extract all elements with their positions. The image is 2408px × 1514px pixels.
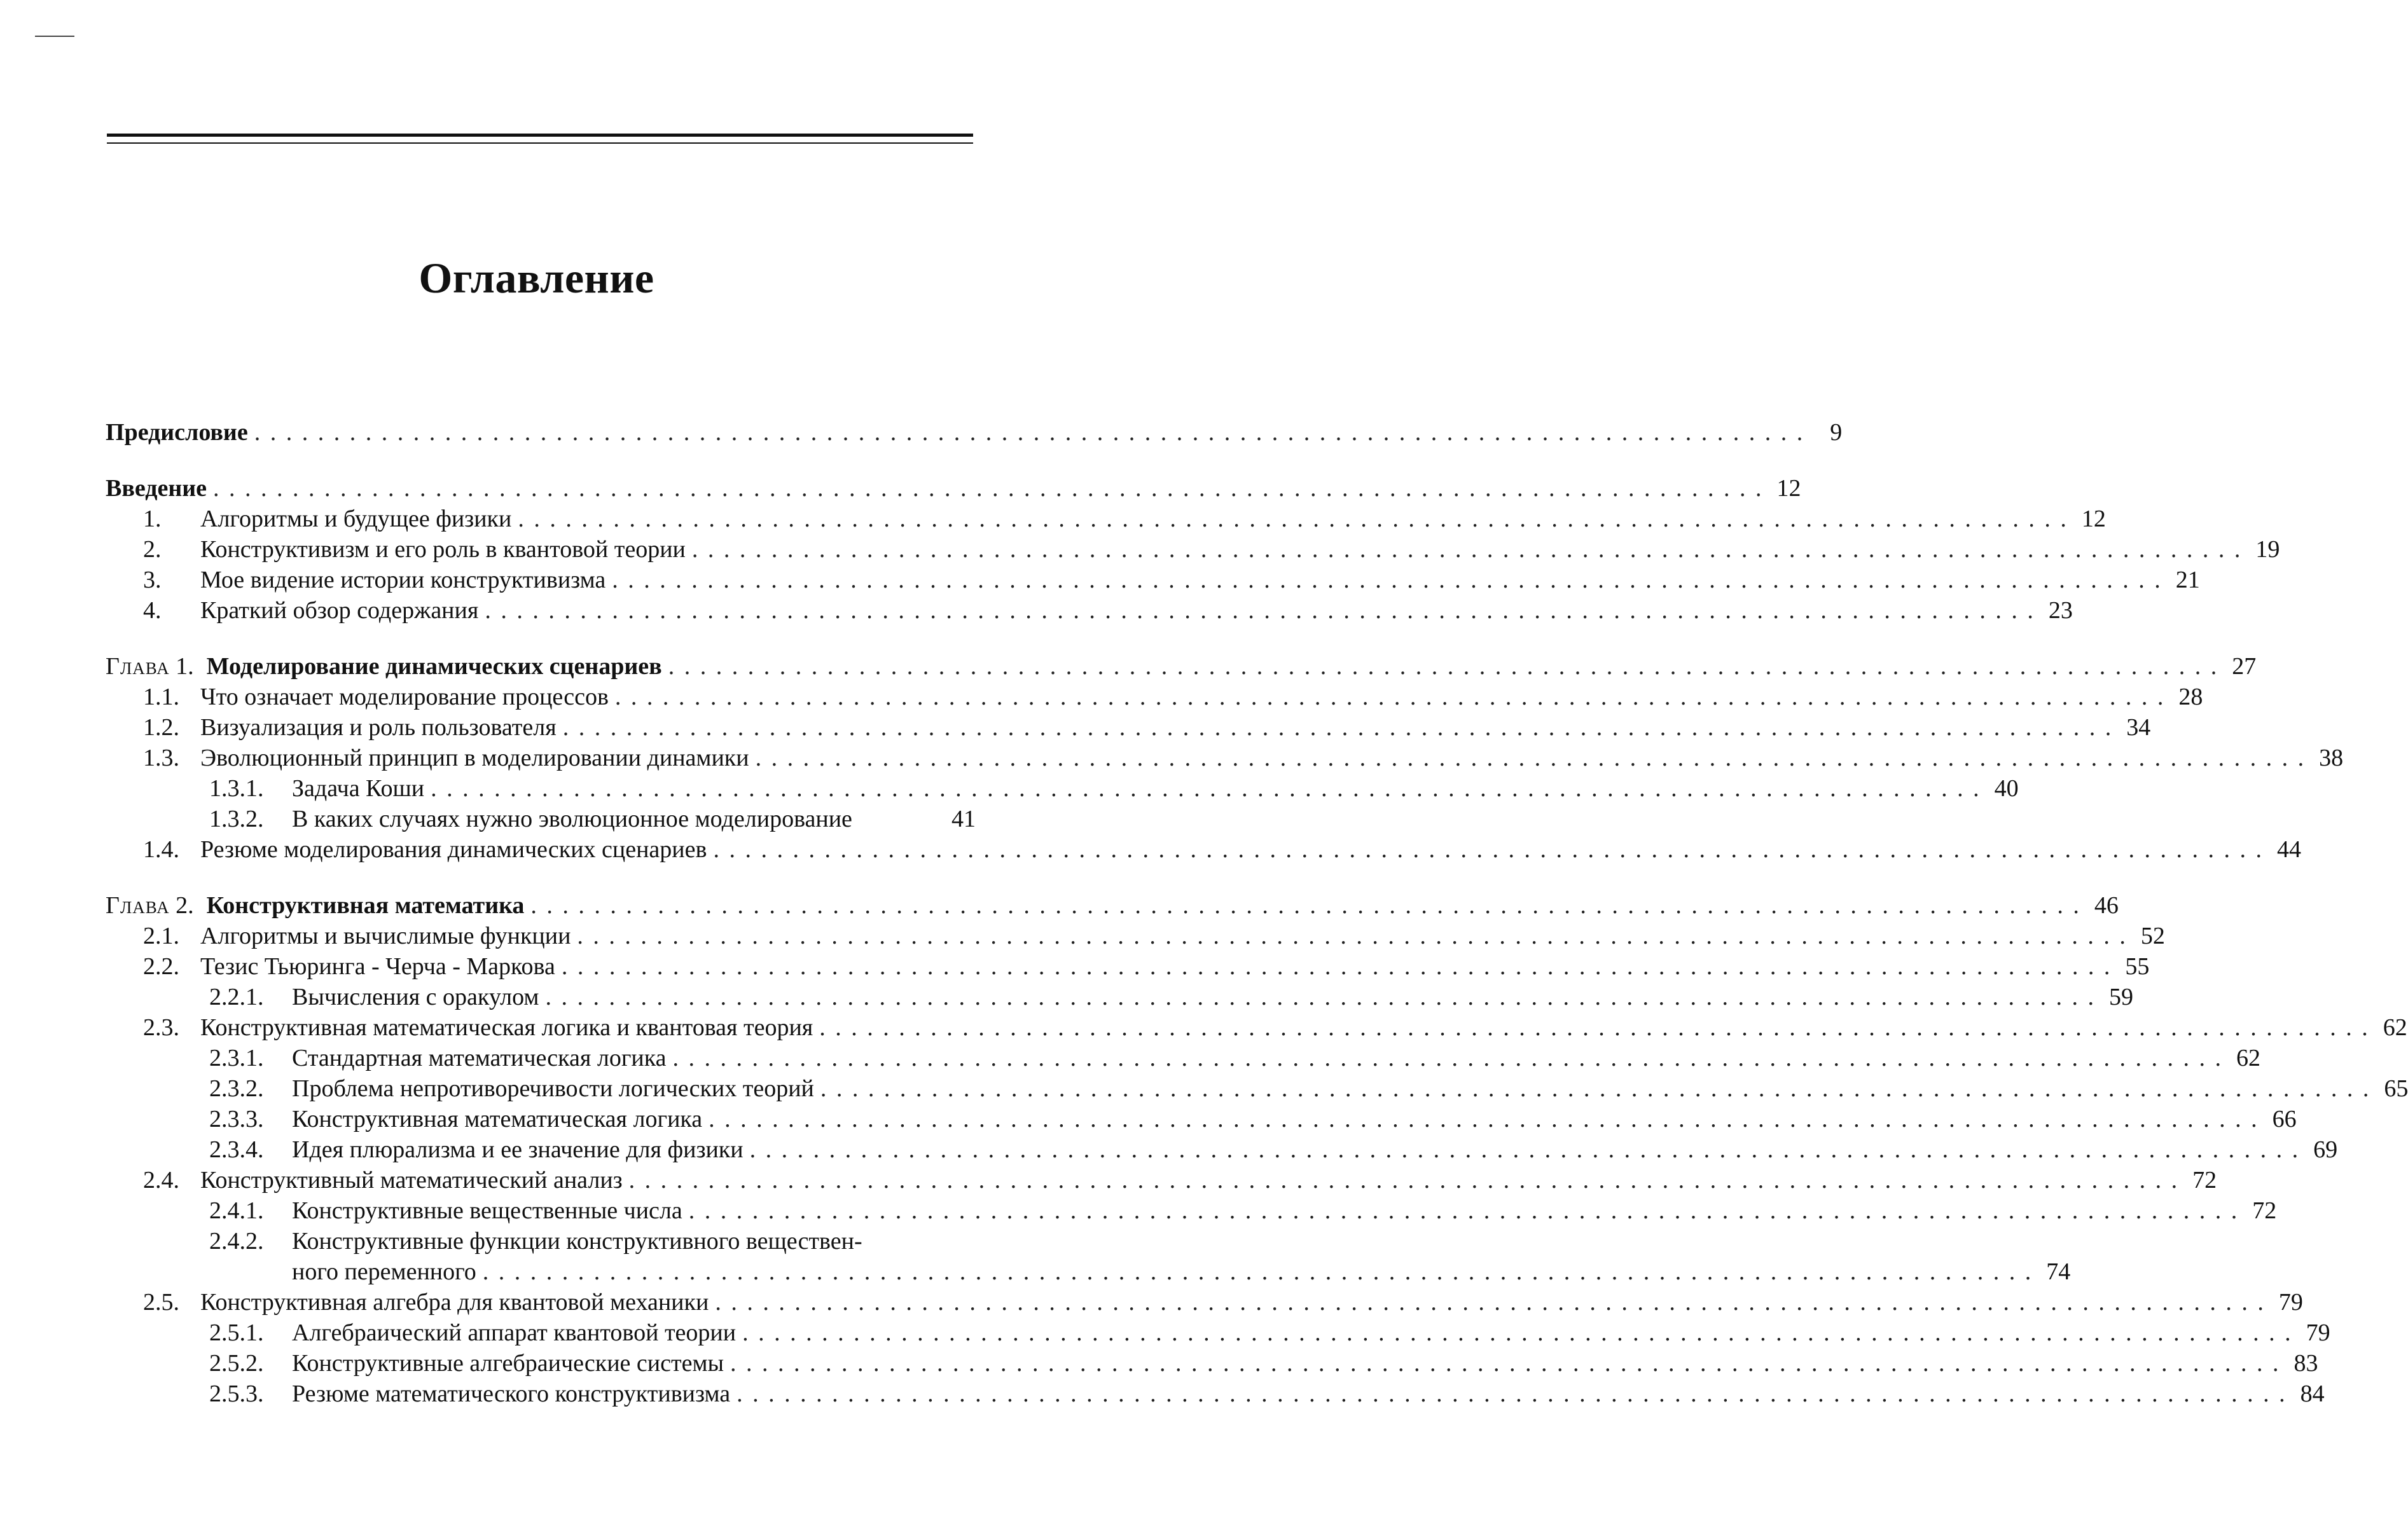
toc-entry-title: Конструктивные алгебраические системы [292, 1350, 724, 1377]
toc-entry[interactable] [106, 1134, 2338, 1165]
toc-entry-number: 2.2. [143, 953, 179, 980]
toc-entry-page: 46 [2094, 892, 2119, 919]
dot-leader [673, 1043, 2222, 1073]
toc-entry-number: 1.4. [143, 836, 179, 863]
toc-entry-number: 4. [143, 597, 162, 624]
header-rule-thick [107, 134, 973, 137]
dot-leader [715, 1287, 2264, 1318]
toc-entry-page: 34 [2126, 714, 2151, 741]
toc-entry[interactable] [106, 682, 2203, 712]
toc-entry-number: 1.1. [143, 684, 179, 710]
toc-entry-chapter[interactable] [106, 651, 2257, 682]
toc-entry-page: 83 [2294, 1350, 2318, 1377]
toc-entry-title: Введение [106, 475, 207, 502]
toc-entry-number: 2.1. [143, 923, 179, 949]
toc-entry-page: 66 [2272, 1106, 2297, 1132]
toc-entry-page: 19 [2255, 536, 2280, 563]
toc-entry-number: 2.4. [143, 1167, 179, 1194]
toc-entry-title-continuation: ного переменного [292, 1258, 476, 1285]
toc-entry-continuation[interactable] [106, 1256, 2071, 1287]
toc-entry[interactable] [106, 773, 2019, 804]
toc-entry-page: 65 [2384, 1075, 2408, 1102]
toc-entry-title: Конструктивные вещественные числа [292, 1197, 682, 1224]
toc-entry-number: 1.3.2. [209, 806, 264, 832]
dot-leader [756, 743, 2304, 773]
toc-entry-number: 2.4.2. [209, 1228, 264, 1255]
toc-entry-page: 69 [2313, 1136, 2338, 1163]
toc-entry[interactable] [106, 743, 2344, 773]
toc-entry-page: 27 [2232, 653, 2257, 680]
toc-entry[interactable] [106, 951, 2150, 982]
toc-entry-page: 79 [2306, 1319, 2330, 1346]
dot-leader [668, 651, 2217, 682]
dot-leader [689, 1195, 2238, 1226]
dot-leader [563, 712, 2112, 743]
toc-entry-number: 1.3. [143, 745, 179, 771]
dot-leader [730, 1348, 2279, 1379]
dot-leader [750, 1134, 2299, 1165]
toc-entry-page: 38 [2319, 745, 2344, 771]
toc-entry-title: Алгоритмы и будущее физики [200, 506, 512, 532]
toc-group-chapter-2 [106, 890, 2408, 1409]
dot-leader [485, 595, 2033, 626]
toc-group-introduction [106, 473, 2280, 626]
toc-entry[interactable] [106, 1195, 2277, 1226]
toc-entry-number: 2.3.3. [209, 1106, 264, 1132]
toc-entry-number: 1.3.1. [209, 775, 264, 802]
dot-leader [615, 682, 2164, 712]
toc-entry-title: Конструктивная математическая логика и квантовая теория [200, 1014, 813, 1041]
toc-entry-number: 2.4.1. [209, 1197, 264, 1224]
toc-entry-introduction[interactable] [106, 473, 1801, 504]
toc-entry[interactable] [106, 1379, 2325, 1409]
toc-entry-page: 72 [2252, 1197, 2277, 1224]
toc-entry-number [106, 651, 194, 682]
toc-entry-number: 2.3.4. [209, 1136, 264, 1163]
toc-entry-number: 2.3.1. [209, 1045, 264, 1071]
dot-leader [213, 473, 1762, 504]
toc-entry-page: 79 [2278, 1289, 2303, 1316]
dot-leader [545, 982, 2094, 1012]
dot-leader [713, 834, 2262, 865]
toc-entry-page: 28 [2178, 684, 2203, 710]
toc-entry-title: Мое видение истории конструктивизма [200, 567, 606, 593]
toc-entry-page: 74 [2046, 1258, 2071, 1285]
toc-entry-page: 62 [2236, 1045, 2261, 1071]
toc-entry[interactable] [106, 982, 2133, 1012]
toc-entry-page: 12 [2081, 506, 2106, 532]
toc-entry-title: Стандартная математическая логика [292, 1045, 667, 1071]
dot-leader [530, 890, 2079, 921]
toc-entry-number: 2.5. [143, 1289, 179, 1316]
toc-entry-title: Конструктивная математика [206, 892, 525, 919]
toc-entry[interactable] [106, 921, 2165, 951]
toc-entry-title: Проблема непротиворечивости логических теорий [292, 1075, 814, 1102]
toc-entry-number: 2.3. [143, 1014, 179, 1041]
toc-entry-title: Предисловие [106, 419, 248, 446]
toc-entry-number: 1.2. [143, 714, 179, 741]
toc-entry-preface[interactable] [106, 417, 1843, 448]
toc-group-preface [106, 417, 1843, 448]
dot-leader [737, 1379, 2285, 1409]
toc-entry-page: 23 [2048, 597, 2073, 624]
toc-entry[interactable] [106, 1165, 2217, 1195]
dot-leader [562, 951, 2110, 982]
toc-entry-title: Идея плюрализма и ее значение для физики [292, 1136, 744, 1163]
toc-entry-number: 2.5.1. [209, 1319, 264, 1346]
toc-entry-title: Конструктивизм и его роль в квантовой теории [200, 536, 686, 563]
table-of-contents [106, 417, 2408, 1435]
toc-entry-title: Алгоритмы и вычислимые функции [200, 923, 571, 949]
toc-entry[interactable] [106, 712, 2151, 743]
toc-entry-number: 3. [143, 567, 162, 593]
toc-entry-page: 21 [2175, 567, 2200, 593]
toc-entry[interactable] [106, 565, 2200, 595]
toc-entry[interactable] [106, 1012, 2407, 1043]
dot-leader [254, 417, 1803, 448]
toc-entry-title: Конструктивная математическая логика [292, 1106, 703, 1132]
toc-entry-title: Эволюционный принцип в моделировании динамики [200, 745, 749, 771]
toc-entry[interactable] [106, 595, 2073, 626]
chapter-word: Глава [106, 653, 170, 680]
toc-group-chapter-1 [106, 651, 2344, 865]
toc-entry-title: Резюме математического конструктивизма [292, 1380, 731, 1407]
toc-entry[interactable] [106, 1043, 2261, 1073]
toc-entry[interactable] [106, 834, 2301, 865]
toc-entry[interactable] [106, 534, 2280, 565]
chapter-number: 2. [176, 892, 194, 919]
toc-entry-page: 59 [2108, 984, 2133, 1010]
toc-entry-title: Что означает моделирование процессов [200, 684, 609, 710]
corner-mark [35, 36, 74, 37]
toc-entry-chapter[interactable] [106, 890, 2119, 921]
toc-entry-number: 2.5.3. [209, 1380, 264, 1407]
toc-entry[interactable] [106, 1073, 2408, 1104]
toc-entry-title: Конструктивные функции конструктивного веществен- [292, 1228, 862, 1255]
dot-leader [709, 1104, 2257, 1134]
dot-leader [518, 504, 2066, 534]
toc-entry-page: 72 [2192, 1167, 2217, 1194]
toc-entry[interactable] [106, 1348, 2318, 1379]
chapter-number: 1. [176, 653, 194, 680]
toc-entry-page: 44 [2276, 836, 2301, 863]
toc-entry[interactable] [106, 1318, 2330, 1348]
toc-entry-title: Конструктивный математический анализ [200, 1167, 623, 1194]
dot-leader [483, 1256, 2031, 1287]
toc-entry-number: 2. [143, 536, 162, 563]
toc-entry-title: Алгебраический аппарат квантовой теории [292, 1319, 737, 1346]
toc-entry-number [106, 890, 194, 921]
toc-entry-number: 2.3.2. [209, 1075, 264, 1102]
dot-leader [431, 773, 1979, 804]
toc-entry[interactable] [106, 1104, 2297, 1134]
toc-entry-title: Конструктивная алгебра для квантовой механики [200, 1289, 709, 1316]
dot-leader [692, 534, 2241, 565]
toc-entry-page: 41 [951, 806, 976, 832]
toc-entry-title: Краткий обзор содержания [200, 597, 479, 624]
toc-entry-page: 55 [2125, 953, 2150, 980]
toc-entry-title: Тезис Тьюринга - Черча - Маркова [200, 953, 555, 980]
toc-entry-title: Вычисления с оракулом [292, 984, 539, 1010]
dot-leader [629, 1165, 2178, 1195]
dot-leader [820, 1073, 2369, 1104]
toc-entry-number: 2.2.1. [209, 984, 264, 1010]
header-rule-thin [107, 142, 973, 144]
toc-entry-page: 9 [1830, 419, 1843, 446]
toc-entry[interactable] [106, 504, 2106, 534]
toc-entry-page: 40 [1994, 775, 2019, 802]
toc-entry-page: 62 [2383, 1014, 2407, 1041]
dot-leader [612, 565, 2161, 595]
toc-entry-title: Задача Коши [292, 775, 425, 802]
toc-entry-page: 52 [2140, 923, 2165, 949]
toc-entry[interactable] [106, 1287, 2303, 1318]
toc-entry-page: 12 [1776, 475, 1801, 502]
toc-entry-title: Визуализация и роль пользователя [200, 714, 557, 741]
toc-entry[interactable] [106, 804, 976, 834]
page-title: Оглавление [419, 254, 654, 302]
toc-entry-number: 1. [143, 506, 162, 532]
toc-entry-page: 84 [2300, 1380, 2325, 1407]
toc-entry-title: Резюме моделирования динамических сценариев [200, 836, 707, 863]
chapter-word: Глава [106, 892, 170, 919]
toc-entry-title: В каких случаях нужно эволюционное моделирование [292, 806, 852, 832]
dot-leader [577, 921, 2126, 951]
toc-entry-number: 2.5.2. [209, 1350, 264, 1377]
dot-leader [819, 1012, 2368, 1043]
dot-leader [742, 1318, 2291, 1348]
toc-entry-title: Моделирование динамических сценариев [206, 653, 662, 680]
toc-entry[interactable] [106, 1226, 976, 1256]
